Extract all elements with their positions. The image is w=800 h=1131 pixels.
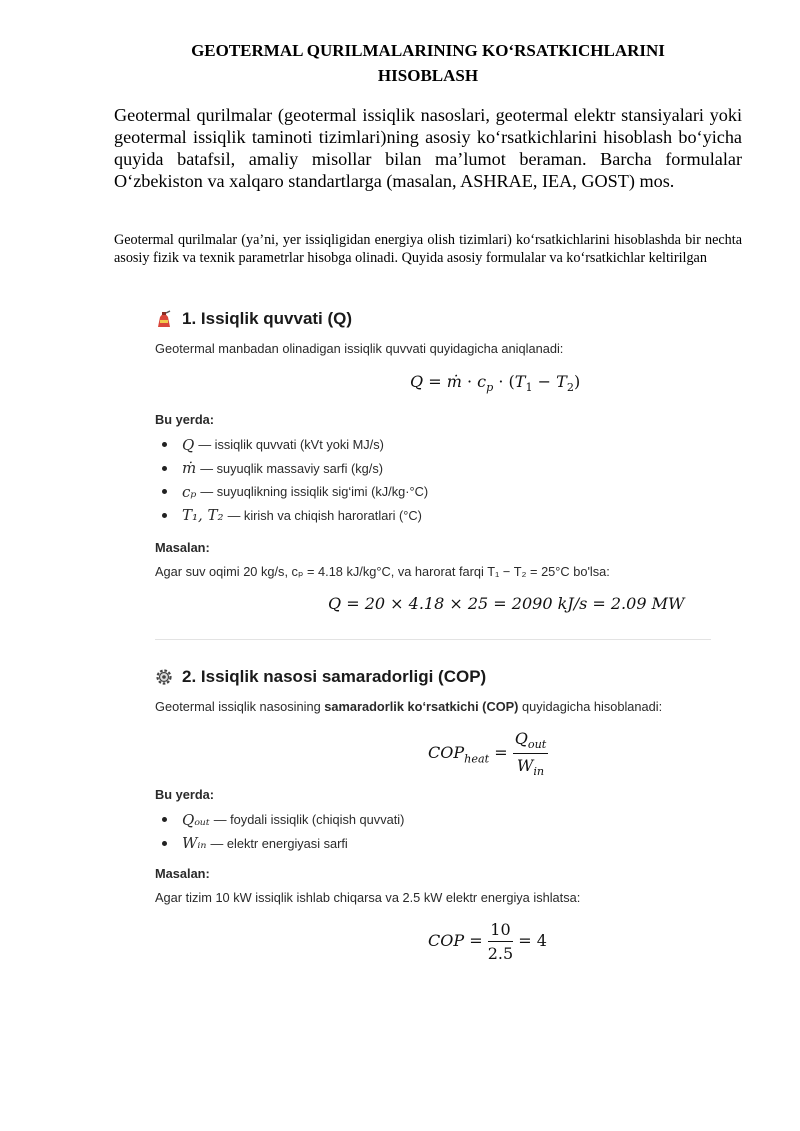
list-item: Wᵢₙ — elektr energiyasi sarfi (155, 832, 715, 856)
section-2-heading (155, 666, 715, 688)
section-1-example-label: Masalan: (155, 540, 210, 555)
section-2-example-text: Agar tizim 10 kW issiqlik ishlab chiqarsa va 2.5 kW elektr energiya ishlatsa: (155, 890, 581, 905)
heat-power-formula: Q = ṁ · $c_p \cdot (T_1 - T_2)$ (410, 372, 581, 395)
intro-paragraph: Geotermal qurilmalar (geotermal issiqlik nasoslari, geotermal elektr stansiyalari yoki geotermal issiqlik taminoti tizimlari)ning asosiy ko‘rsatkichlarini hisoblash bo‘yicha quyida batafsil, amaliy misollar bilan ma’lumot beraman. Barcha formulalar O‘zbekiston va xalqaro standartlarga (masalan, ASHRAE, IEA, GOST) mos. (114, 105, 742, 191)
intro-paragraph-2: Geotermal qurilmalar (ya’ni, yer issiqligidan energiya olish tizimlari) ko‘rsatkichlarini hisoblashda bir nechta asosiy fizik va texnik parametrlar hisobga olinadi. Quyida asosiy formulalar va ko‘rsatkichlar keltirilgan (114, 232, 742, 266)
section-1-heading (155, 308, 715, 330)
section-1-title: 1. Issiqlik quvvati (Q) (182, 309, 353, 328)
list-item: cₚ — suyuqlikning issiqlik sig‘imi (kJ/kg·°C) (155, 480, 715, 504)
section-2-example-label: Masalan: (155, 866, 210, 881)
list-item: ṁ — suyuqlik massaviy sarfi (kg/s) (155, 457, 715, 481)
section-1-definitions (155, 433, 715, 527)
section-1-where-label: Bu yerda: (155, 412, 215, 427)
section-2-lead: Geotermal issiqlik nasosining samaradorlik ko‘rsatkichi (COP) quyidagicha hisoblanadi: (155, 699, 663, 714)
cop-formula: $COP_{heat}$ = $\frac{Q_{out}}{W_{in}}$ (428, 729, 547, 779)
list-item: T₁, T₂ — kirish va chiqish haroratlari (°C) (155, 504, 715, 528)
title-line-1: GEOTERMAL QURILMALARINING KO‘RSATKICHLARINI (191, 41, 665, 60)
fire-extinguisher-icon (155, 310, 173, 328)
title-line-2: HISOBLASH (377, 66, 479, 85)
list-item: Q — issiqlik quvvati (kVt yoki MJ/s) (155, 433, 715, 457)
list-item: Qₒᵤₜ — foydali issiqlik (chiqish quvvati) (155, 808, 715, 832)
section-1-lead: Geotermal manbadan olinadigan issiqlik quvvati quyidagicha aniqlanadi: (155, 341, 564, 356)
section-2-title: 2. Issiqlik nasosi samaradorligi (COP) (182, 667, 487, 686)
section-divider (155, 639, 711, 640)
cop-example: COP = $\frac{10}{2.5}$ = 4 (428, 920, 547, 963)
gear-icon (155, 668, 173, 686)
section-1-example-text: Agar suv oqimi 20 kg/s, cₚ = 4.18 kJ/kg°C, va harorat farqi T₁ − T₂ = 25°C bo'lsa: (155, 564, 610, 579)
section-2-definitions (155, 808, 715, 855)
heat-power-example: Q = 20 × 4.18 × 25 = 2090 kJ/s = 2.09 MW (328, 594, 685, 613)
document-title (120, 38, 736, 88)
section-2-where-label: Bu yerda: (155, 787, 215, 802)
